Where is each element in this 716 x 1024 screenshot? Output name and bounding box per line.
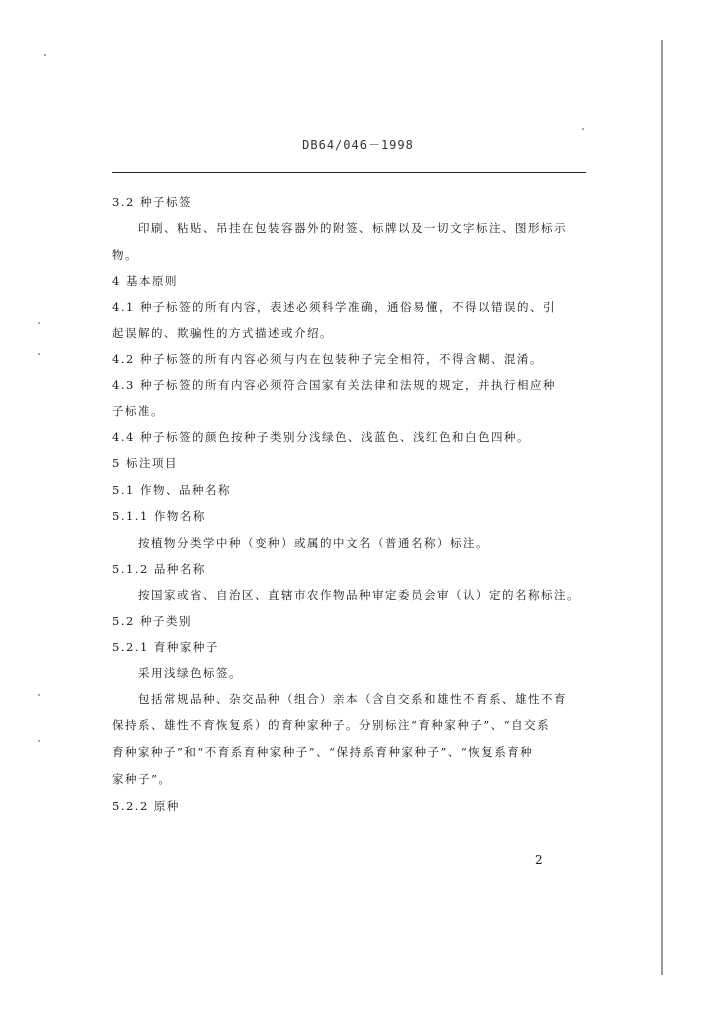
section-5-2-2-heading: 5.2.2 原种: [112, 799, 180, 813]
paragraph-line: 家种子”。: [112, 772, 172, 786]
clause-4-4: 4.4 种子标签的颜色按种子类别分浅绿色、浅蓝色、浅红色和白色四种。: [112, 430, 530, 444]
clause-4-3: 4.3 种子标签的所有内容必须符合国家有关法律和法规的规定，并执行相应种: [112, 378, 556, 392]
scan-edge-line: [661, 40, 663, 975]
section-5-2-1-heading: 5.2.1 育种家种子: [112, 640, 219, 654]
section-4-heading: 4 基本原则: [112, 274, 178, 288]
paragraph-line: 育种家种子”和“不育系育种家种子”、“保持系育种家种子”、“恢复系育种: [112, 745, 534, 759]
paragraph-line: 采用浅绿色标签。: [138, 666, 242, 680]
scan-speck: [38, 694, 40, 696]
paragraph-line: 印刷、粘贴、吊挂在包装容器外的附签、标牌以及一切文字标注、图形标示: [138, 221, 567, 235]
scan-speck: [44, 54, 46, 56]
paragraph-line: 物。: [112, 248, 138, 262]
clause-4-1: 4.1 种子标签的所有内容，表述必须科学准确，通俗易懂，不得以错误的、引: [112, 300, 556, 314]
scan-speck: [38, 322, 40, 324]
paragraph-line: 按植物分类学中种（变种）或属的中文名（普通名称）标注。: [138, 536, 489, 550]
scan-speck: [38, 740, 40, 742]
section-5-1-heading: 5.1 作物、品种名称: [112, 483, 231, 497]
scan-speck: [38, 353, 40, 355]
section-3-2-heading: 3.2 种子标签: [112, 195, 192, 209]
document-code-header: DB64/046－1998: [302, 138, 414, 152]
paragraph-line: 子标准。: [112, 404, 164, 418]
section-5-heading: 5 标注项目: [112, 456, 178, 470]
scan-speck: [582, 128, 584, 130]
header-rule: [112, 172, 586, 173]
paragraph-line: 起误解的、欺骗性的方式描述或介绍。: [112, 326, 333, 340]
clause-4-2: 4.2 种子标签的所有内容必须与内在包装种子完全相符，不得含糊、混淆。: [112, 352, 543, 366]
paragraph-line: 按国家或省、自治区、直辖市农作物品种审定委员会审（认）定的名称标注。: [138, 588, 580, 602]
section-5-1-2-heading: 5.1.2 品种名称: [112, 562, 206, 576]
paragraph-line: 包括常规品种、杂交品种（组合）亲本（含自交系和雄性不育系、雄性不育: [138, 692, 567, 706]
paragraph-line: 保持系、雄性不育恢复系）的育种家种子。分别标注“育种家种子”、“自交系: [112, 718, 551, 732]
section-5-1-1-heading: 5.1.1 作物名称: [112, 509, 206, 523]
section-5-2-heading: 5.2 种子类别: [112, 614, 192, 628]
page-number: 2: [535, 853, 543, 867]
